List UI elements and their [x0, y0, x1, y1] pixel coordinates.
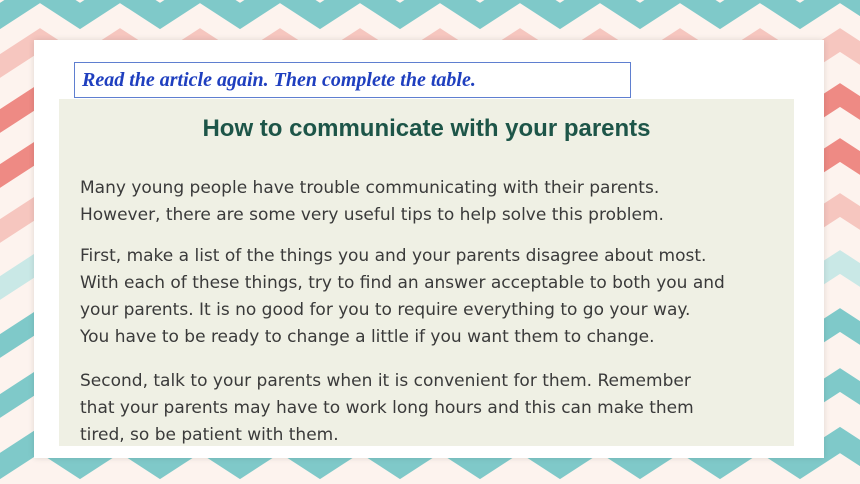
- paragraph-line: tired, so be patient with them.: [80, 425, 339, 445]
- paragraph-line: However, there are some very useful tips to help solve this problem.: [80, 205, 664, 225]
- paragraph-line: that your parents may have to work long hours and this can make them: [80, 398, 694, 418]
- article-paragraph-1: [80, 175, 794, 229]
- article-title: How to communicate with your parents: [202, 115, 651, 142]
- paragraph-line: Many young people have trouble communicating with their parents.: [80, 178, 660, 198]
- article-paragraph-3: [80, 368, 794, 446]
- instruction-text: Read the article again. Then complete the table.: [82, 69, 476, 91]
- paragraph-line: You have to be ready to change a little if you want them to change.: [80, 327, 655, 347]
- paragraph-line: Second, talk to your parents when it is convenient for them. Remember: [80, 371, 691, 391]
- paragraph-line: First, make a list of the things you and your parents disagree about most.: [80, 246, 707, 266]
- paragraph-line: With each of these things, try to find an answer acceptable to both you and: [80, 273, 725, 293]
- article-paragraph-2: [80, 243, 794, 351]
- instruction-box: [74, 62, 631, 98]
- article-panel: [59, 99, 794, 446]
- paragraph-line: your parents. It is no good for you to require everything to go your way.: [80, 300, 691, 320]
